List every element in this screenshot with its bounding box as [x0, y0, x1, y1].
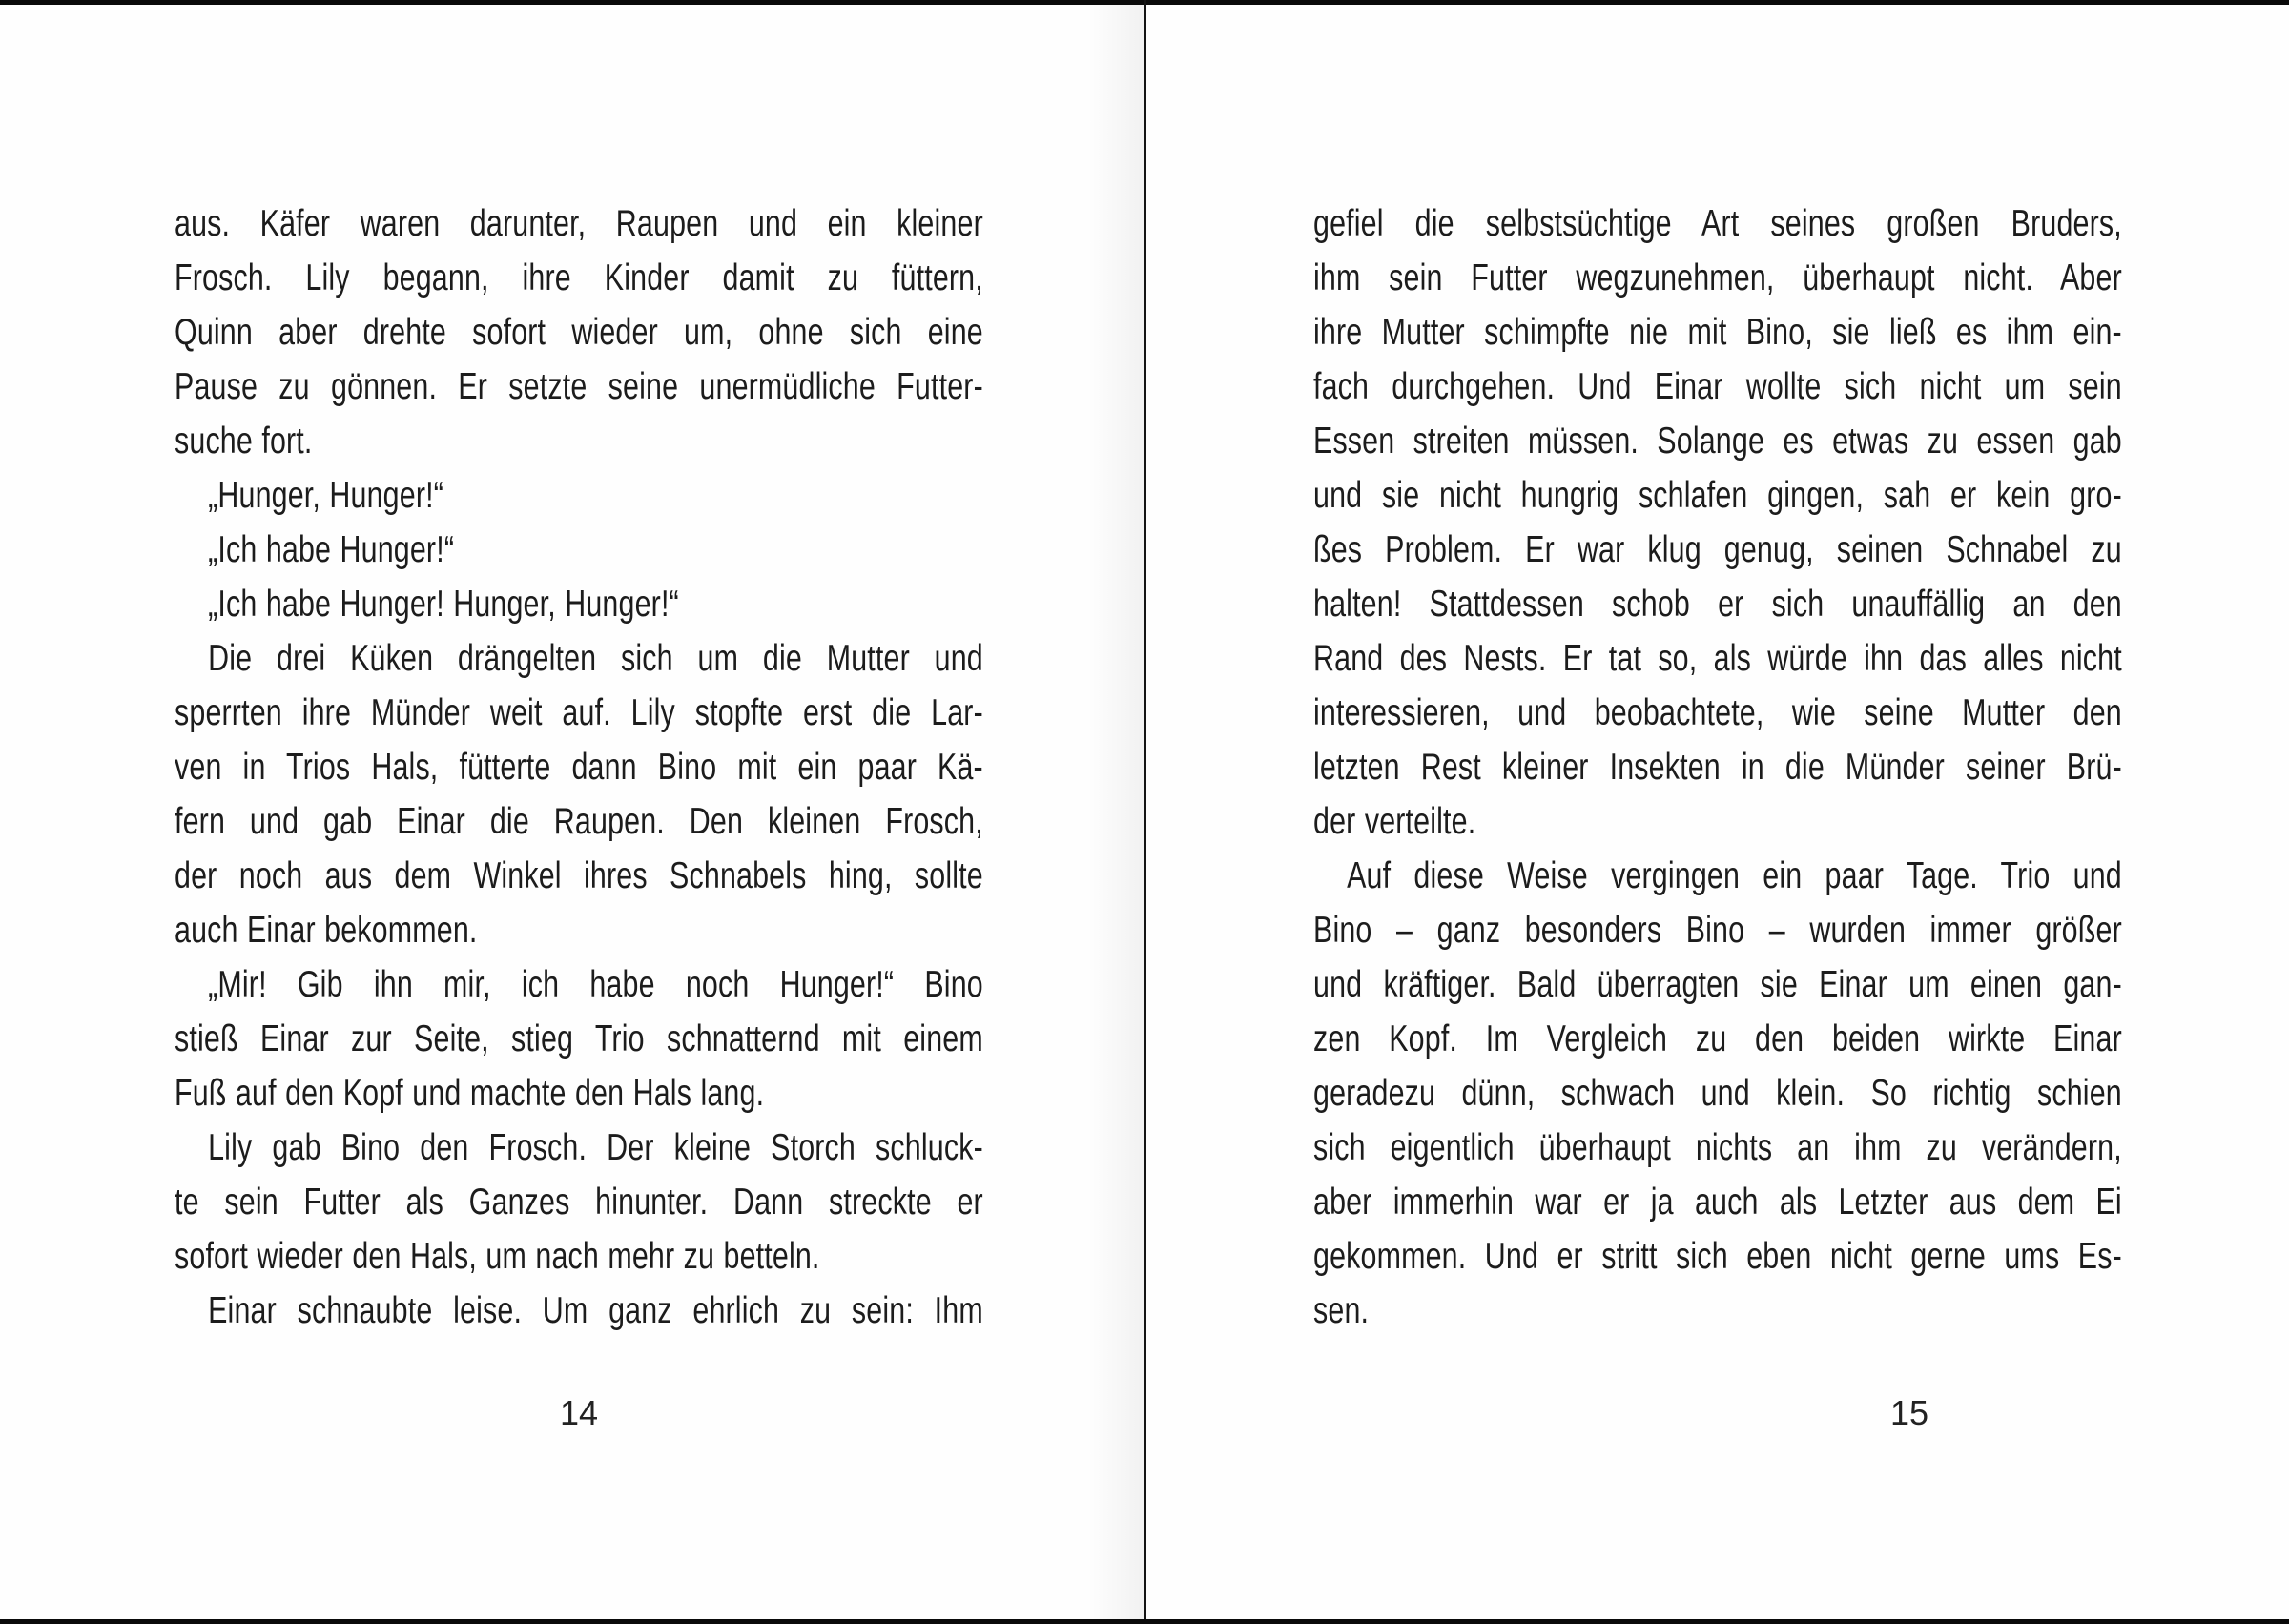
text-line: fach durchgehen. Und Einar wollte sich nicht um sein [1313, 366, 2122, 407]
text-line: ßes Problem. Er war klug genug, seinen Schnabel zu [1313, 529, 2122, 570]
text-line: „Hunger, Hunger!“ [208, 475, 444, 516]
text-line: gefiel die selbstsüchtige Art seines großen Bruders, [1313, 203, 2122, 244]
page-left [0, 0, 1144, 1624]
text-line: und kräftiger. Bald überragten sie Einar um einen gan- [1313, 964, 2122, 1005]
text-line: Fuß auf den Kopf und machte den Hals lang. [175, 1073, 765, 1114]
text-line: sich eigentlich überhaupt nichts an ihm zu verändern, [1313, 1127, 2122, 1168]
text-line: Quinn aber drehte sofort wieder um, ohne sich eine [175, 312, 983, 353]
text-line: der noch aus dem Winkel ihres Schnabels hing, sollte [175, 855, 983, 896]
text-line: te sein Futter als Ganzes hinunter. Dann streckte er [175, 1182, 983, 1223]
scan-edge-bottom [0, 1619, 2289, 1624]
page-right [1146, 0, 2289, 1624]
text-line: der verteilte. [1313, 801, 1476, 842]
text-line: auch Einar bekommen. [175, 910, 478, 951]
text-line: stieß Einar zur Seite, stieg Trio schnatternd mit einem [175, 1018, 983, 1059]
text-line: ihm sein Futter wegzunehmen, überhaupt nicht. Aber [1313, 257, 2122, 298]
text-line: letzten Rest kleiner Insekten in die Münder seiner Brü- [1313, 747, 2122, 788]
text-line: sofort wieder den Hals, um nach mehr zu betteln. [175, 1236, 820, 1277]
text-line: Rand des Nests. Er tat so, als würde ihn das alles nicht [1313, 638, 2122, 679]
text-line: fern und gab Einar die Raupen. Den kleinen Frosch, [175, 801, 983, 842]
text-line: Bino – ganz besonders Bino – wurden immer größer [1313, 910, 2122, 951]
text-line: Auf diese Weise vergingen ein paar Tage. Trio und [1347, 855, 2122, 896]
text-line: sen. [1313, 1290, 1370, 1331]
left-page-text [175, 196, 983, 1338]
text-line: suche fort. [175, 421, 313, 462]
text-line: aber immerhin war er ja auch als Letzter aus dem Ei [1313, 1182, 2122, 1223]
text-line: halten! Stattdessen schob er sich unauffällig an den [1313, 584, 2122, 625]
text-line: Essen streiten müssen. Solange es etwas zu essen gab [1313, 421, 2122, 462]
text-line: ihre Mutter schimpfte nie mit Bino, sie ließ es ihm ein- [1313, 312, 2122, 353]
page-number-left: 14 [559, 1393, 599, 1432]
text-line: gekommen. Und er stritt sich eben nicht gerne ums Es- [1313, 1236, 2122, 1277]
text-line: sperrten ihre Münder weit auf. Lily stopfte erst die Lar- [175, 692, 983, 733]
right-page-text [1313, 196, 2122, 1338]
text-line: „Mir! Gib ihn mir, ich habe noch Hunger!“ Bino [208, 964, 983, 1005]
text-line: und sie nicht hungrig schlafen gingen, sah er kein gro- [1313, 475, 2122, 516]
page-number-right: 15 [1889, 1393, 1929, 1432]
text-line: aus. Käfer waren darunter, Raupen und ein kleiner [175, 203, 983, 244]
text-line: Einar schnaubte leise. Um ganz ehrlich zu sein: Ihm [208, 1290, 983, 1331]
text-line: „Ich habe Hunger! Hunger, Hunger!“ [208, 584, 679, 625]
text-line: Lily gab Bino den Frosch. Der kleine Storch schluck- [208, 1127, 983, 1168]
text-line: Pause zu gönnen. Er setzte seine unermüdliche Futter- [175, 366, 983, 407]
text-line: Frosch. Lily begann, ihre Kinder damit zu füttern, [175, 257, 983, 298]
text-line: Die drei Küken drängelten sich um die Mutter und [208, 638, 983, 679]
text-line: zen Kopf. Im Vergleich zu den beiden wirkte Einar [1313, 1018, 2122, 1059]
text-line: ven in Trios Hals, fütterte dann Bino mit ein paar Kä- [175, 747, 983, 788]
text-line: interessieren, und beobachtete, wie seine Mutter den [1313, 692, 2122, 733]
text-line: geradezu dünn, schwach und klein. So richtig schien [1313, 1073, 2122, 1114]
text-line: „Ich habe Hunger!“ [208, 529, 455, 570]
